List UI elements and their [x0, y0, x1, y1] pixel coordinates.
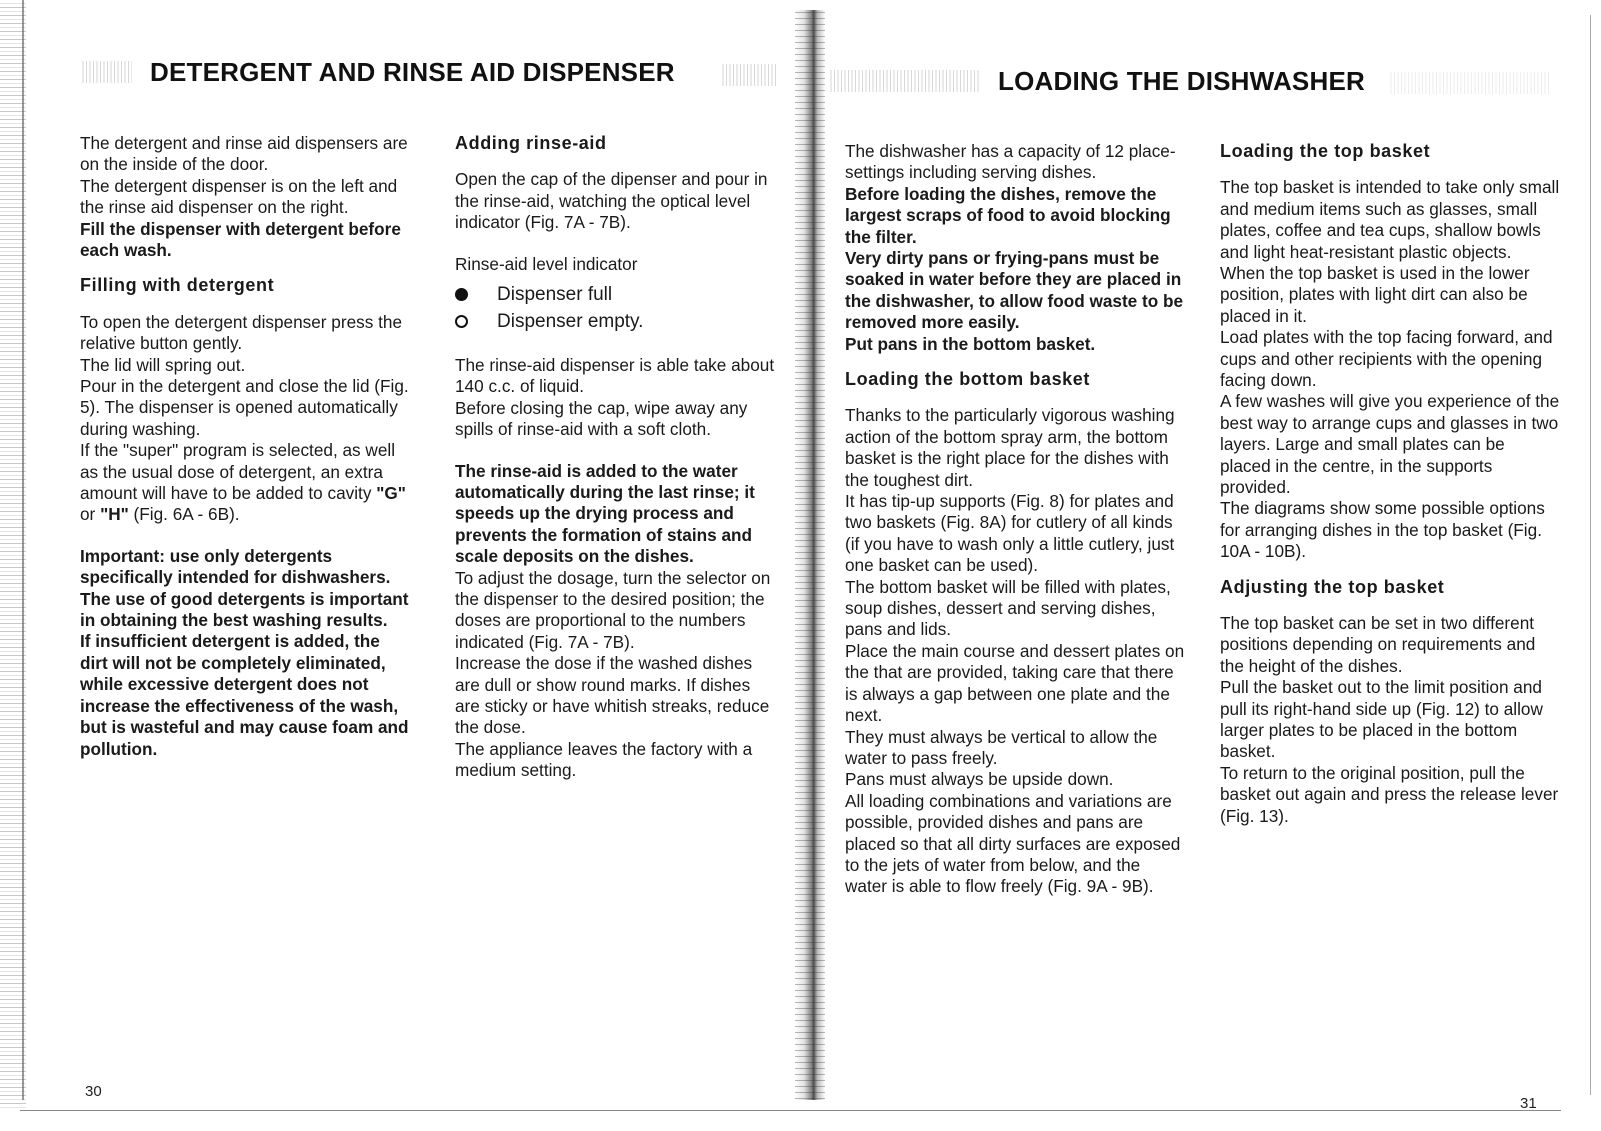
- title-decoration-bar: [830, 70, 980, 92]
- paragraph: The dishwasher has a capacity of 12 place-settings including serving dishes.: [845, 141, 1176, 183]
- cavity-label: "G": [376, 483, 406, 504]
- paragraph: The appliance leaves the factory with a medium setting.: [455, 738, 753, 781]
- bold-paragraph: Before loading the dishes, remove the largest scraps of food to avoid blocking the filter.: [845, 183, 1171, 247]
- bold-paragraph: Important: use only detergents specifically intended for dishwashers. The use of good detergents is important in obtaining the best washing results.: [80, 545, 409, 631]
- paragraph: The detergent dispenser is on the left and the rinse aid dispenser on the right.: [80, 175, 398, 218]
- empty-circle-icon: [455, 315, 497, 328]
- paragraph: The detergent and rinse aid dispensers are on the inside of the door.: [80, 133, 408, 175]
- paragraph: It has tip-up supports (Fig. 8) for plates and two baskets (Fig. 8A) for cutlery of all kinds (if you have to wash only a little cutlery, just one basket can be used).: [845, 491, 1175, 576]
- paragraph: The top basket can be set in two different positions depending on requirements and the height of the dishes.: [1220, 613, 1536, 676]
- indicator-item-full: [455, 281, 775, 308]
- paragraph: The diagrams show some possible options for arranging dishes in the top basket (Fig. 10A - 10B).: [1220, 498, 1545, 562]
- paragraph: Increase the dose if the washed dishes are dull or show round marks. If dishes are sticky or have whitish streaks, reduce the dose.: [455, 653, 770, 738]
- paragraph: Load plates with the top facing forward, and cups and other recipients with the opening facing down.: [1220, 327, 1553, 390]
- paragraph: The bottom basket will be filled with plates, soup dishes, dessert and serving dishes, pans and lids.: [845, 576, 1171, 640]
- text-column-3: [845, 141, 1185, 898]
- paragraph: The top basket is intended to take only small and medium items such as glasses, small plates, coffee and tea cups, shallow bowls and light heat-resistant plastic objects.: [1220, 177, 1560, 262]
- paragraph: When the top basket is used in the lower position, plates with light dirt can also be placed in it.: [1220, 262, 1530, 326]
- bold-paragraph: The rinse-aid is added to the water automatically during the last rinse; it speeds up the drying process and prevents the formation of stains and scale deposits on the dishes.: [455, 460, 755, 567]
- paragraph: The lid will spring out.: [80, 354, 246, 375]
- indicator-text: Dispenser empty.: [497, 310, 644, 332]
- paragraph: Place the main course and dessert plates on the that are provided, taking care that there is always a gap between one plate and the next.: [845, 640, 1185, 726]
- paragraph: To adjust the dosage, turn the selector on the dispenser to the desired position; the doses are proportional to the numbers indicated (Fig. 7A - 7B).: [455, 567, 771, 652]
- text-span: (Fig. 6A - 6B).: [128, 504, 240, 525]
- paragraph: The rinse-aid dispenser is able take about 140 c.c. of liquid.: [455, 354, 775, 397]
- paragraph: [80, 440, 410, 526]
- paragraph: A few washes will give you experience of the best way to arrange cups and glasses in two layers. Large and small plates can be placed in the centre, in the supports provided.: [1220, 391, 1560, 498]
- text-span: or: [80, 504, 101, 525]
- paragraph: To open the detergent dispenser press the relative button gently.: [80, 311, 403, 354]
- paragraph: To return to the original position, pull the basket out again and press the release lever (Fig. 13).: [1220, 762, 1559, 826]
- indicator-text: Dispenser full: [497, 283, 613, 305]
- text-column-4: [1220, 141, 1560, 827]
- title-decoration-bar: [1390, 72, 1550, 94]
- paragraph: They must always be vertical to allow the water to pass freely.: [845, 726, 1158, 768]
- spacer: [455, 335, 775, 355]
- paragraph: Pour in the detergent and close the lid (Fig. 5). The dispenser is opened automatically during washing.: [80, 376, 409, 439]
- page-number: 31: [1520, 1095, 1537, 1112]
- page-title: DETERGENT AND RINSE AID DISPENSER: [150, 57, 675, 87]
- bold-paragraph: Fill the dispenser with detergent before each wash.: [80, 218, 401, 261]
- section-heading: Adding rinse-aid: [455, 133, 607, 153]
- page-number: 30: [85, 1083, 102, 1100]
- section-heading: Loading the top basket: [1220, 141, 1431, 161]
- paragraph: Open the cap of the dipenser and pour in the rinse-aid, watching the optical level indicator (Fig. 7A - 7B).: [455, 169, 768, 233]
- spacer: [80, 526, 410, 546]
- paragraph: Thanks to the particularly vigorous washing action of the bottom spray arm, the bottom basket is the right place for the dishes with the toughest dirt.: [845, 405, 1175, 490]
- bold-paragraph: Very dirty pans or frying-pans must be soaked in water before they are placed in the dishwasher, to allow food waste to be removed more easily.: [845, 248, 1184, 333]
- page-title: LOADING THE DISHWASHER: [998, 66, 1365, 96]
- right-page: [830, 0, 1601, 1131]
- bold-paragraph: If insufficient detergent is added, the dirt will not be completely eliminated, while excessive detergent does not increase the effectiveness of the wash, but is wasteful and may cause foam and pollution.: [80, 631, 409, 759]
- paragraph: Before closing the cap, wipe away any spills of rinse-aid with a soft cloth.: [455, 397, 748, 440]
- section-heading: Loading the bottom basket: [845, 369, 1091, 390]
- left-page: [0, 0, 800, 1131]
- title-decoration-bar: [82, 61, 132, 83]
- title-decoration-bar: [722, 64, 778, 86]
- spacer: [455, 441, 775, 461]
- filled-circle-icon: [455, 288, 497, 301]
- section-heading: Adjusting the top basket: [1220, 576, 1445, 597]
- spacer: [455, 234, 775, 254]
- text-column-1: [80, 133, 410, 760]
- bold-paragraph: Put pans in the bottom basket.: [845, 333, 1096, 354]
- text-column-2: [455, 133, 775, 782]
- text-span: If the "super" program is selected, as well as the usual dose of detergent, an extra amount will have to be added to cavity: [80, 440, 396, 504]
- section-heading: Filling with detergent: [80, 275, 275, 296]
- indicator-legend: [455, 281, 775, 335]
- indicator-label: Rinse-aid level indicator: [455, 253, 638, 274]
- cavity-label: "H": [100, 504, 129, 525]
- indicator-item-empty: [455, 308, 775, 335]
- paragraph: Pans must always be upside down.: [845, 769, 1114, 790]
- paragraph: Pull the basket out to the limit position and pull its right-hand side up (Fig. 12) to allow larger plates to be placed in the bottom basket.: [1220, 677, 1543, 762]
- paragraph: All loading combinations and variations are possible, provided dishes and pans are placed so that all dirty surfaces are exposed to the jets of water from below, and the water is able to flow freely (Fig. 9A - 9B).: [845, 790, 1181, 897]
